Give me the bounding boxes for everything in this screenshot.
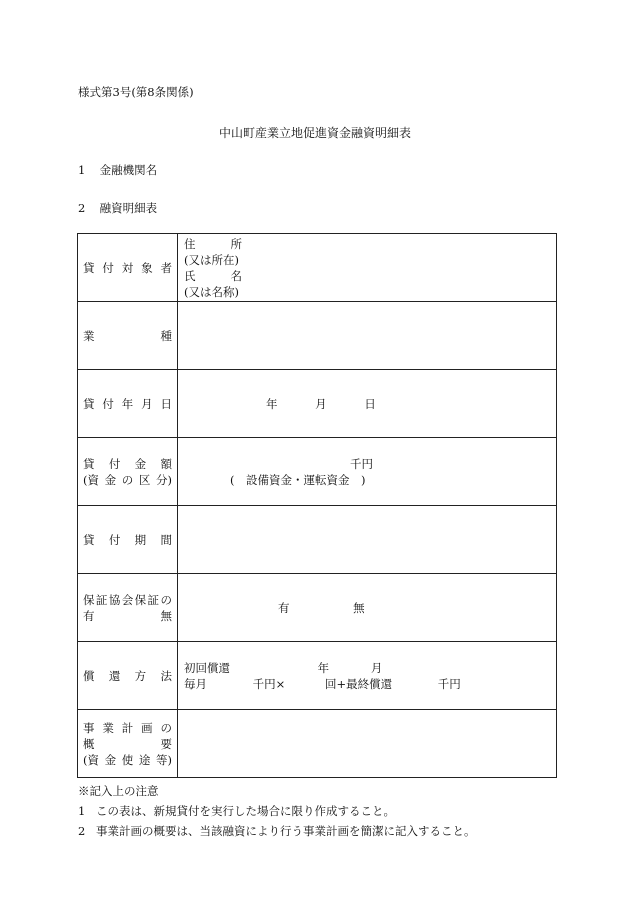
loan-period-value-cell[interactable] <box>178 506 557 574</box>
loan-date-value-cell[interactable] <box>178 370 557 438</box>
section-number: 2 <box>78 201 86 215</box>
table-row-borrower <box>78 234 557 302</box>
label-cell <box>78 574 178 642</box>
table-row-guarantee <box>78 574 557 642</box>
guarantee-option-yes[interactable]: 有 <box>278 600 290 615</box>
final-repayment-label: 回+最終償還 <box>324 676 393 691</box>
table-row-repayment <box>78 642 557 710</box>
borrower-value-cell[interactable] <box>178 234 557 302</box>
loan-detail-table <box>77 233 557 778</box>
fund-type-options: ( 設備資金・運転資金 ) <box>230 472 366 487</box>
address-label: 住 所 <box>184 236 242 251</box>
loan-period-label: 貸 付 期 間 <box>83 532 172 547</box>
monthly-label: 毎月 <box>184 676 207 691</box>
amount-unit: 千円 <box>350 456 373 471</box>
guarantee-option-no[interactable]: 無 <box>353 600 365 615</box>
business-plan-label-you: 要 <box>160 736 172 751</box>
repayment-label: 償 還 方 法 <box>83 668 172 683</box>
document-title: 中山町産業立地促進資金融資明細表 <box>218 126 411 140</box>
loan-amount-value-cell[interactable] <box>178 438 557 506</box>
table-row-business-plan <box>78 710 557 778</box>
first-month-unit: 月 <box>370 660 383 675</box>
name-label: 氏 名 <box>184 268 242 283</box>
business-plan-label-gai: 概 <box>83 736 95 751</box>
loan-date-label: 貸 付 年 月 日 <box>83 396 172 411</box>
month-unit: 月 <box>315 396 327 411</box>
section-label: 金融機関名 <box>99 163 158 177</box>
loan-amount-label: 貸 付 金 額 <box>83 456 172 471</box>
guarantee-value-cell <box>178 574 557 642</box>
section-number: 1 <box>78 163 86 177</box>
borrower-address-block <box>178 236 556 300</box>
repayment-value-cell[interactable] <box>178 642 557 710</box>
day-unit: 日 <box>364 396 376 411</box>
guarantee-label-line1: 保 証 協 会 保 証 の <box>83 592 172 607</box>
year-unit: 年 <box>266 396 278 411</box>
notes-section <box>78 781 476 841</box>
monthly-amount-unit: 千円× <box>252 676 286 691</box>
label-cell <box>78 234 178 302</box>
industry-value-cell[interactable] <box>178 302 557 370</box>
table-row-loan-period <box>78 506 557 574</box>
label-cell <box>78 642 178 710</box>
business-plan-value-cell[interactable] <box>178 710 557 778</box>
final-amount-unit: 千円 <box>437 676 461 691</box>
table-row-industry <box>78 302 557 370</box>
label-cell <box>78 710 178 778</box>
address-note: (又は所在) <box>184 252 239 267</box>
first-year-unit: 年 <box>317 660 330 675</box>
fund-usage-label: (資 金 使 途 等) <box>83 752 172 767</box>
note-item <box>78 821 476 841</box>
guarantee-label-yes: 有 <box>83 608 95 623</box>
section-label: 融資明細表 <box>99 201 158 215</box>
label-cell <box>78 506 178 574</box>
industry-label: 業 種 <box>83 328 172 343</box>
section-loan-details <box>78 200 157 216</box>
note-number: 2 <box>78 824 86 838</box>
fund-category-label: (資 金 の 区 分) <box>83 472 172 487</box>
table-row-loan-date <box>78 370 557 438</box>
label-cell <box>78 302 178 370</box>
name-note: (又は名称) <box>184 284 239 299</box>
note-number: 1 <box>78 804 86 818</box>
section-financial-institution <box>78 162 157 178</box>
note-text: 事業計画の概要は、当該融資により行う事業計画を簡潔に記入すること。 <box>96 824 476 838</box>
label-cell <box>78 438 178 506</box>
notes-heading: ※記入上の注意 <box>78 784 159 798</box>
guarantee-label-no: 無 <box>160 608 172 623</box>
note-item <box>78 801 476 821</box>
business-plan-label-line1: 事 業 計 画 の <box>83 720 172 735</box>
note-text: この表は、新規貸付を実行した場合に限り作成すること。 <box>96 804 395 818</box>
label-cell <box>78 370 178 438</box>
borrower-label: 貸 付 対 象 者 <box>83 260 172 275</box>
form-number: 様式第3号(第8条関係) <box>78 85 194 99</box>
first-repayment-label: 初回償還 <box>184 660 230 675</box>
table-row-loan-amount <box>78 438 557 506</box>
